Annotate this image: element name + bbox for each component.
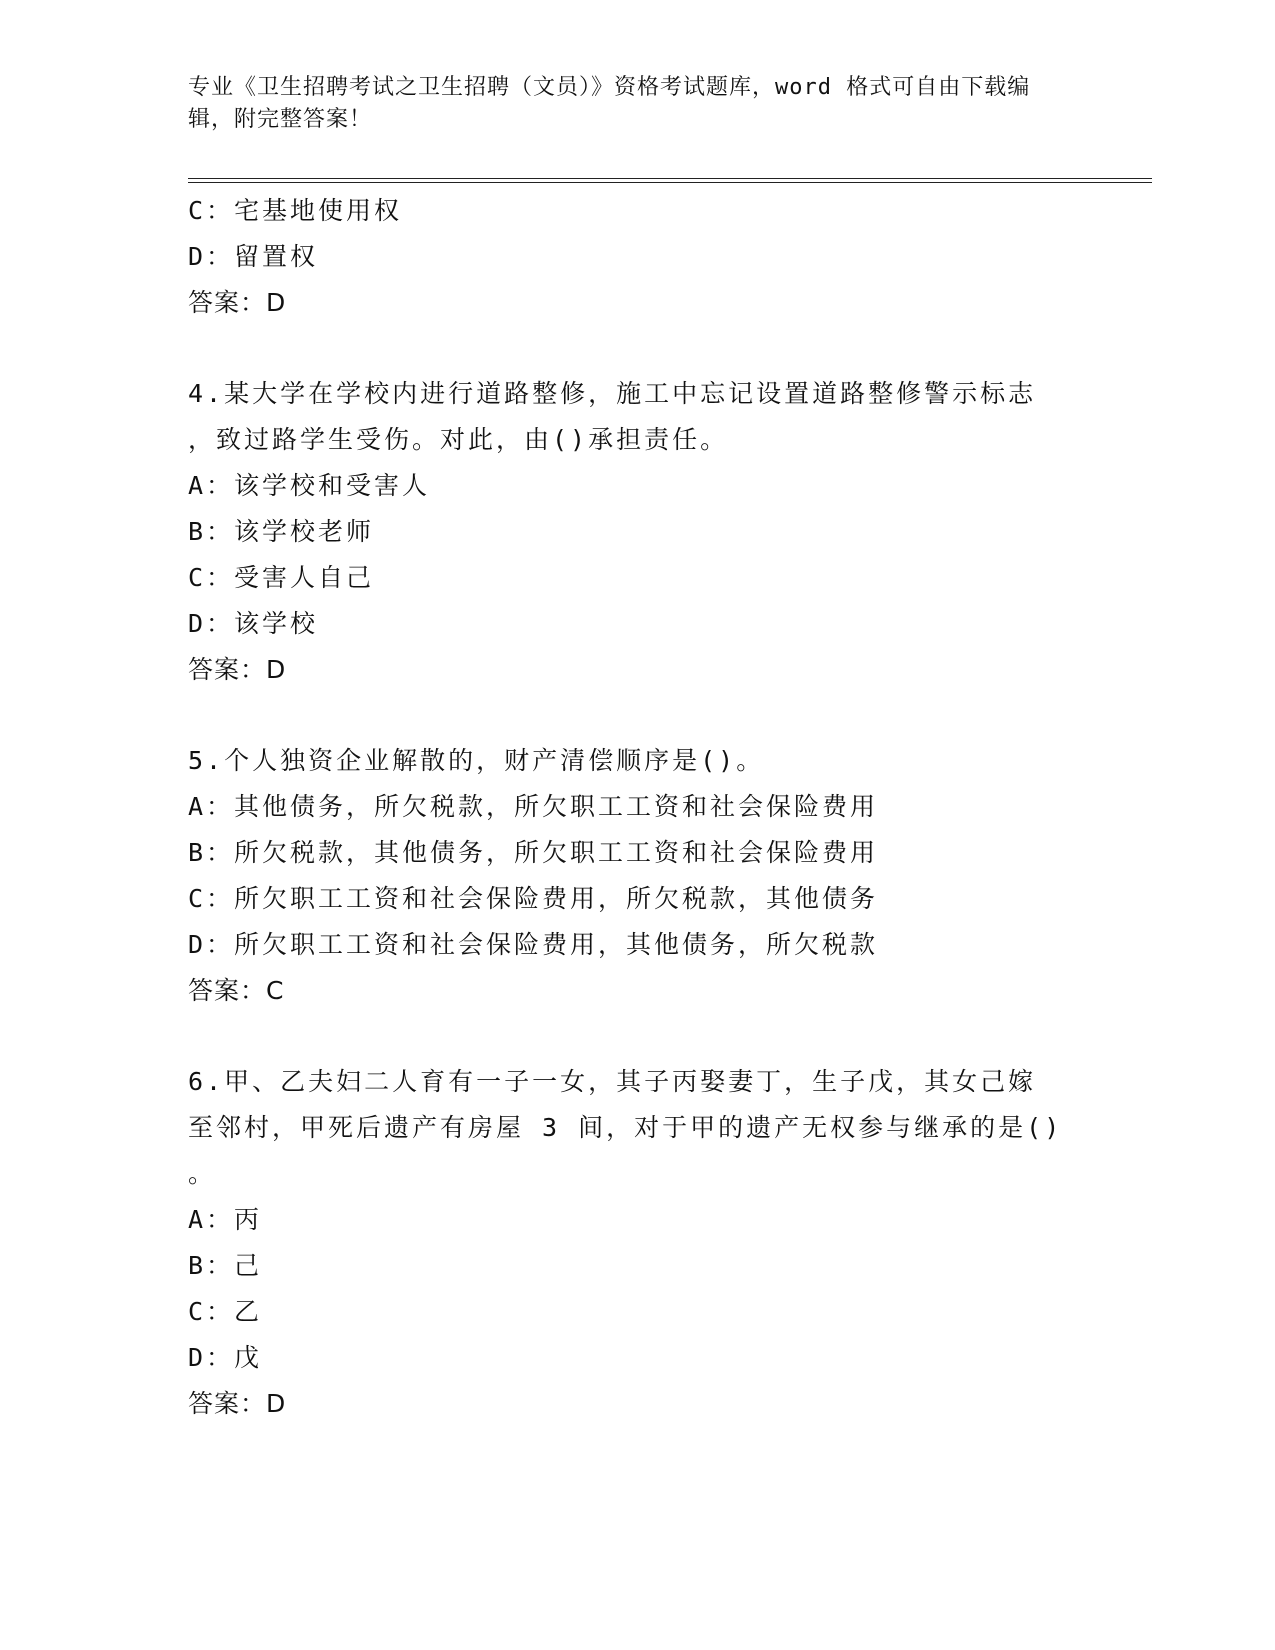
- option-line: A：该学校和受害人: [188, 471, 431, 500]
- option-line: B：该学校老师: [188, 517, 375, 546]
- answer-line: 答案：D: [188, 1389, 287, 1418]
- question-stem-line: 4.某大学在学校内进行道路整修，施工中忘记设置道路整修警示标志: [188, 379, 1037, 408]
- spacer: [188, 693, 1088, 738]
- option-line: D：戊: [188, 1343, 263, 1372]
- option-line: A：其他债务，所欠税款，所欠职工工资和社会保险费用: [188, 792, 879, 821]
- option-line: C：受害人自己: [188, 563, 375, 592]
- question-stem-line: ，致过路学生受伤。对此，由()承担责任。: [188, 425, 729, 454]
- spacer: [188, 326, 1088, 371]
- option-line: A：丙: [188, 1205, 263, 1234]
- header-rule-top: [188, 178, 1152, 179]
- option-line: D：留置权: [188, 242, 319, 271]
- answer-line: 答案：D: [188, 288, 287, 317]
- option-line: C：所欠职工工资和社会保险费用，所欠税款，其他债务: [188, 884, 879, 913]
- question-stem-line: 6.甲、乙夫妇二人育有一子一女，其子丙娶妻丁，生子戊，其女己嫁: [188, 1067, 1037, 1096]
- question-content: [188, 188, 1088, 1427]
- option-line: D：该学校: [188, 609, 319, 638]
- answer-line: 答案：C: [188, 976, 285, 1005]
- option-line: B：所欠税款，其他债务，所欠职工工资和社会保险费用: [188, 838, 879, 867]
- question-stem-line: 5.个人独资企业解散的，财产清偿顺序是()。: [188, 746, 765, 775]
- page-header: 专业《卫生招聘考试之卫生招聘（文员）》资格考试题库，word 格式可自由下载编辑，附完整答案！: [188, 75, 1031, 132]
- question-stem-line: 至邻村，甲死后遗产有房屋 3 间，对于甲的遗产无权参与继承的是(): [188, 1113, 1063, 1142]
- option-line: B：己: [188, 1251, 263, 1280]
- question-stem-line: 。: [188, 1159, 217, 1188]
- answer-line: 答案：D: [188, 655, 287, 684]
- spacer: [188, 1014, 1088, 1059]
- option-line: C：宅基地使用权: [188, 196, 403, 225]
- header-rule-bottom: [188, 182, 1152, 183]
- option-line: D：所欠职工工资和社会保险费用，其他债务，所欠税款: [188, 930, 879, 959]
- option-line: C：乙: [188, 1297, 263, 1326]
